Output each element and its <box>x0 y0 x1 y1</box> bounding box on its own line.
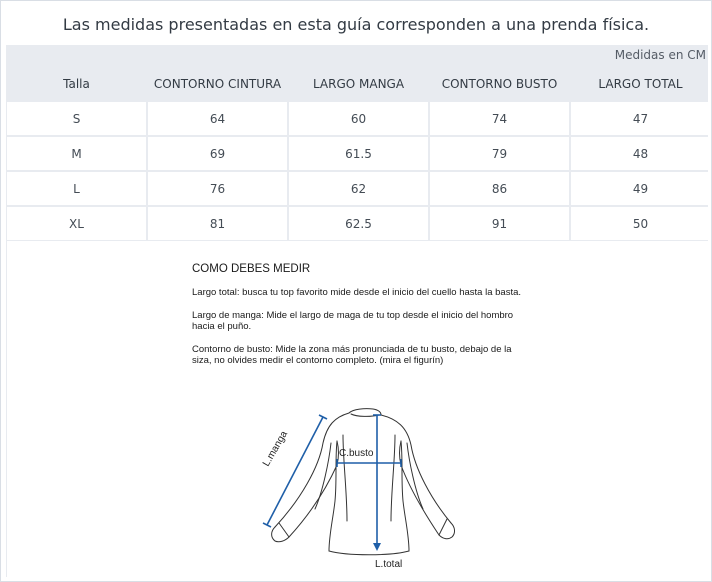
table-cell: 50 <box>571 207 710 240</box>
guide-paragraph-largo-manga: Largo de manga: Mide el largo de maga de tu top desde el inicio del hombro hacia el puño. <box>192 310 514 332</box>
column-header-contorno-cintura: CONTORNO CINTURA <box>153 76 282 91</box>
measuring-instructions <box>192 263 532 378</box>
column-header-largo-total: LARGO TOTAL <box>598 76 683 91</box>
column-header-contorno-busto: CONTORNO BUSTO <box>441 76 558 91</box>
guide-paragraph-contorno-busto: Contorno de busto: Mide la zona más pronunciada de tu busto, debajo de la siza, no olvides medir el contorno completo. (mira el figurín) <box>192 344 512 366</box>
size-table <box>7 67 710 240</box>
table-cell: 86 <box>430 172 569 205</box>
bust-label: C.busto <box>339 448 374 459</box>
table-cell: 61.5 <box>289 137 428 170</box>
table-cell: M <box>7 137 146 170</box>
column-header-largo-manga: LARGO MANGA <box>312 76 405 91</box>
table-cell: 47 <box>571 102 710 135</box>
table-cell: 62.5 <box>289 207 428 240</box>
table-cell: 49 <box>571 172 710 205</box>
table-cell: 69 <box>148 137 287 170</box>
table-cell: 60 <box>289 102 428 135</box>
table-cell: 81 <box>148 207 287 240</box>
page-title: Las medidas presentadas en esta guía corresponden a una prenda física. <box>6 6 706 44</box>
guide-paragraph-largo-total: Largo total: busca tu top favorito mide desde el inicio del cuello hasta la basta. <box>192 287 522 298</box>
table-cell: 76 <box>148 172 287 205</box>
column-header-talla: Talla <box>63 76 90 91</box>
guide-heading: COMO DEBES MEDIR <box>192 263 311 275</box>
table-cell: 64 <box>148 102 287 135</box>
size-table-panel <box>6 45 708 577</box>
garment-figure <box>257 401 477 576</box>
top-illustration-icon <box>257 401 477 576</box>
table-cell: 91 <box>430 207 569 240</box>
units-note: Medidas en CM <box>614 48 706 62</box>
table-cell: L <box>7 172 146 205</box>
table-cell: 79 <box>430 137 569 170</box>
table-cell: XL <box>7 207 146 240</box>
total-length-label: L.total <box>375 559 403 570</box>
measuring-guide <box>7 241 708 577</box>
table-cell: 48 <box>571 137 710 170</box>
table-cell: S <box>7 102 146 135</box>
table-cell: 74 <box>430 102 569 135</box>
sleeve-length-label: L.manga <box>261 429 290 469</box>
table-cell: 62 <box>289 172 428 205</box>
